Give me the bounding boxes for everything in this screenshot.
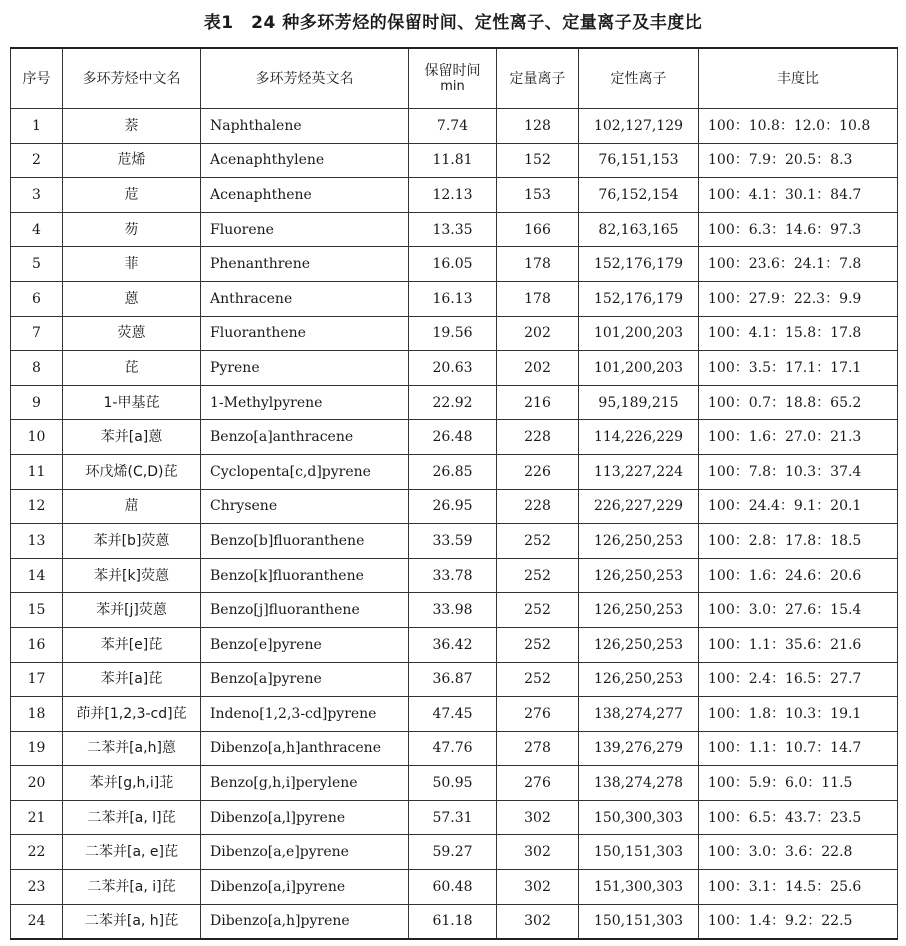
cell-qual-ions: 126,250,253 xyxy=(579,524,699,559)
cell-qual-ions: 138,274,278 xyxy=(579,766,699,801)
cell-quant-ion: 252 xyxy=(497,524,579,559)
cell-index: 23 xyxy=(11,870,63,905)
cell-name-en: Dibenzo[a,h]pyrene xyxy=(201,904,409,939)
cell-index: 7 xyxy=(11,316,63,351)
cell-name-cn: 荧蒽 xyxy=(63,316,201,351)
cell-abundance-ratio: 100：3.1：14.5：25.6 xyxy=(699,870,898,905)
cell-quant-ion: 302 xyxy=(497,835,579,870)
table-row xyxy=(11,385,898,420)
cell-qual-ions: 226,227,229 xyxy=(579,489,699,524)
cell-qual-ions: 126,250,253 xyxy=(579,593,699,628)
cell-retention-time: 47.76 xyxy=(409,731,497,766)
cell-name-cn: 苯并[a]芘 xyxy=(63,662,201,697)
cell-name-cn: 二苯并[a,h]蒽 xyxy=(63,731,201,766)
cell-qual-ions: 114,226,229 xyxy=(579,420,699,455)
cell-name-cn: 苊烯 xyxy=(63,143,201,178)
cell-quant-ion: 276 xyxy=(497,766,579,801)
table-row xyxy=(11,904,898,939)
cell-quant-ion: 302 xyxy=(497,904,579,939)
cell-name-en: Dibenzo[a,h]anthracene xyxy=(201,731,409,766)
cell-qual-ions: 76,152,154 xyxy=(579,178,699,213)
cell-qual-ions: 139,276,279 xyxy=(579,731,699,766)
cell-abundance-ratio: 100：1.6：24.6：20.6 xyxy=(699,558,898,593)
cell-abundance-ratio: 100：7.9：20.5：8.3 xyxy=(699,143,898,178)
cell-name-en: Benzo[a]anthracene xyxy=(201,420,409,455)
cell-qual-ions: 126,250,253 xyxy=(579,627,699,662)
cell-retention-time: 11.81 xyxy=(409,143,497,178)
cell-quant-ion: 228 xyxy=(497,489,579,524)
cell-name-en: Benzo[a]pyrene xyxy=(201,662,409,697)
cell-abundance-ratio: 100：2.8：17.8：18.5 xyxy=(699,524,898,559)
table-row xyxy=(11,593,898,628)
cell-name-cn: 二苯并[a, l]芘 xyxy=(63,800,201,835)
cell-index: 24 xyxy=(11,904,63,939)
cell-retention-time: 26.48 xyxy=(409,420,497,455)
cell-index: 13 xyxy=(11,524,63,559)
table-row xyxy=(11,800,898,835)
table-row xyxy=(11,627,898,662)
cell-quant-ion: 278 xyxy=(497,731,579,766)
header-quant-ion: 定量离子 xyxy=(497,48,579,109)
table-row xyxy=(11,212,898,247)
cell-abundance-ratio: 100：27.9：22.3：9.9 xyxy=(699,281,898,316)
cell-name-cn: 蒽 xyxy=(63,281,201,316)
cell-retention-time: 26.85 xyxy=(409,454,497,489)
cell-quant-ion: 228 xyxy=(497,420,579,455)
cell-abundance-ratio: 100：24.4：9.1：20.1 xyxy=(699,489,898,524)
cell-qual-ions: 126,250,253 xyxy=(579,662,699,697)
cell-qual-ions: 152,176,179 xyxy=(579,247,699,282)
cell-qual-ions: 126,250,253 xyxy=(579,558,699,593)
table-row xyxy=(11,697,898,732)
cell-qual-ions: 150,300,303 xyxy=(579,800,699,835)
cell-abundance-ratio: 100：1.4：9.2：22.5 xyxy=(699,904,898,939)
header-name-en: 多环芳烃英文名 xyxy=(201,48,409,109)
header-row xyxy=(11,48,898,109)
cell-qual-ions: 101,200,203 xyxy=(579,316,699,351)
cell-abundance-ratio: 100：1.8：10.3：19.1 xyxy=(699,697,898,732)
cell-index: 10 xyxy=(11,420,63,455)
cell-qual-ions: 150,151,303 xyxy=(579,904,699,939)
cell-retention-time: 50.95 xyxy=(409,766,497,801)
cell-name-en: Benzo[b]fluoranthene xyxy=(201,524,409,559)
cell-retention-time: 59.27 xyxy=(409,835,497,870)
cell-retention-time: 22.92 xyxy=(409,385,497,420)
cell-retention-time: 36.87 xyxy=(409,662,497,697)
cell-name-en: Fluoranthene xyxy=(201,316,409,351)
cell-abundance-ratio: 100：1.6：27.0：21.3 xyxy=(699,420,898,455)
table-row xyxy=(11,247,898,282)
table-row xyxy=(11,351,898,386)
cell-quant-ion: 252 xyxy=(497,558,579,593)
cell-abundance-ratio: 100：1.1：35.6：21.6 xyxy=(699,627,898,662)
cell-index: 18 xyxy=(11,697,63,732)
cell-name-en: Anthracene xyxy=(201,281,409,316)
cell-quant-ion: 252 xyxy=(497,627,579,662)
cell-index: 6 xyxy=(11,281,63,316)
table-row xyxy=(11,558,898,593)
cell-index: 22 xyxy=(11,835,63,870)
cell-qual-ions: 95,189,215 xyxy=(579,385,699,420)
cell-name-en: Benzo[e]pyrene xyxy=(201,627,409,662)
cell-index: 21 xyxy=(11,800,63,835)
cell-retention-time: 26.95 xyxy=(409,489,497,524)
cell-name-en: Chrysene xyxy=(201,489,409,524)
cell-index: 12 xyxy=(11,489,63,524)
cell-quant-ion: 276 xyxy=(497,697,579,732)
cell-index: 16 xyxy=(11,627,63,662)
cell-name-cn: 芴 xyxy=(63,212,201,247)
cell-quant-ion: 252 xyxy=(497,662,579,697)
cell-retention-time: 47.45 xyxy=(409,697,497,732)
cell-name-cn: 芘 xyxy=(63,351,201,386)
table-row xyxy=(11,109,898,144)
cell-quant-ion: 252 xyxy=(497,593,579,628)
cell-name-cn: 苯并[k]荧蒽 xyxy=(63,558,201,593)
cell-quant-ion: 166 xyxy=(497,212,579,247)
cell-index: 11 xyxy=(11,454,63,489)
cell-retention-time: 57.31 xyxy=(409,800,497,835)
cell-quant-ion: 226 xyxy=(497,454,579,489)
table-row xyxy=(11,420,898,455)
cell-abundance-ratio: 100：23.6：24.1：7.8 xyxy=(699,247,898,282)
cell-name-en: 1-Methylpyrene xyxy=(201,385,409,420)
cell-name-en: Dibenzo[a,l]pyrene xyxy=(201,800,409,835)
pah-table xyxy=(10,47,898,940)
cell-name-en: Cyclopenta[c,d]pyrene xyxy=(201,454,409,489)
cell-index: 20 xyxy=(11,766,63,801)
cell-quant-ion: 128 xyxy=(497,109,579,144)
table-title: 表1 24 种多环芳烃的保留时间、定性离子、定量离子及丰度比 xyxy=(203,13,703,33)
cell-name-en: Acenaphthylene xyxy=(201,143,409,178)
cell-abundance-ratio: 100：2.4：16.5：27.7 xyxy=(699,662,898,697)
cell-name-en: Benzo[g,h,i]perylene xyxy=(201,766,409,801)
cell-index: 4 xyxy=(11,212,63,247)
cell-abundance-ratio: 100：3.5：17.1：17.1 xyxy=(699,351,898,386)
cell-abundance-ratio: 100：3.0：3.6：22.8 xyxy=(699,835,898,870)
cell-name-en: Fluorene xyxy=(201,212,409,247)
cell-abundance-ratio: 100：3.0：27.6：15.4 xyxy=(699,593,898,628)
cell-name-cn: 苊 xyxy=(63,178,201,213)
table-row xyxy=(11,524,898,559)
cell-name-en: Naphthalene xyxy=(201,109,409,144)
cell-qual-ions: 102,127,129 xyxy=(579,109,699,144)
cell-quant-ion: 202 xyxy=(497,316,579,351)
cell-qual-ions: 82,163,165 xyxy=(579,212,699,247)
cell-name-cn: 环戊烯(C,D)芘 xyxy=(63,454,201,489)
cell-retention-time: 61.18 xyxy=(409,904,497,939)
cell-name-cn: 菲 xyxy=(63,247,201,282)
table-row xyxy=(11,143,898,178)
cell-index: 17 xyxy=(11,662,63,697)
cell-retention-time: 16.05 xyxy=(409,247,497,282)
cell-qual-ions: 151,300,303 xyxy=(579,870,699,905)
cell-name-en: Dibenzo[a,e]pyrene xyxy=(201,835,409,870)
cell-name-en: Indeno[1,2,3-cd]pyrene xyxy=(201,697,409,732)
cell-retention-time: 12.13 xyxy=(409,178,497,213)
cell-abundance-ratio: 100：7.8：10.3：37.4 xyxy=(699,454,898,489)
cell-retention-time: 7.74 xyxy=(409,109,497,144)
cell-index: 15 xyxy=(11,593,63,628)
cell-index: 3 xyxy=(11,178,63,213)
cell-retention-time: 16.13 xyxy=(409,281,497,316)
header-retention-time xyxy=(409,48,497,109)
table-row xyxy=(11,489,898,524)
cell-qual-ions: 150,151,303 xyxy=(579,835,699,870)
header-qual-ions: 定性离子 xyxy=(579,48,699,109)
table-row xyxy=(11,454,898,489)
cell-retention-time: 13.35 xyxy=(409,212,497,247)
cell-quant-ion: 178 xyxy=(497,281,579,316)
cell-retention-time: 33.78 xyxy=(409,558,497,593)
cell-index: 2 xyxy=(11,143,63,178)
cell-name-en: Acenaphthene xyxy=(201,178,409,213)
cell-quant-ion: 216 xyxy=(497,385,579,420)
cell-retention-time: 36.42 xyxy=(409,627,497,662)
cell-name-cn: 1-甲基芘 xyxy=(63,385,201,420)
table-row xyxy=(11,662,898,697)
cell-abundance-ratio: 100：4.1：30.1：84.7 xyxy=(699,178,898,213)
table-row xyxy=(11,731,898,766)
cell-abundance-ratio: 100：10.8：12.0：10.8 xyxy=(699,109,898,144)
cell-name-cn: 苯并[e]芘 xyxy=(63,627,201,662)
cell-qual-ions: 101,200,203 xyxy=(579,351,699,386)
cell-quant-ion: 153 xyxy=(497,178,579,213)
cell-name-cn: 二苯并[a, i]芘 xyxy=(63,870,201,905)
cell-name-cn: 䓛 xyxy=(63,489,201,524)
table-row xyxy=(11,281,898,316)
cell-abundance-ratio: 100：6.5：43.7：23.5 xyxy=(699,800,898,835)
cell-index: 14 xyxy=(11,558,63,593)
cell-index: 1 xyxy=(11,109,63,144)
cell-quant-ion: 202 xyxy=(497,351,579,386)
cell-quant-ion: 152 xyxy=(497,143,579,178)
cell-abundance-ratio: 100：6.3：14.6：97.3 xyxy=(699,212,898,247)
table-row xyxy=(11,316,898,351)
cell-quant-ion: 302 xyxy=(497,800,579,835)
header-index: 序号 xyxy=(11,48,63,109)
cell-index: 8 xyxy=(11,351,63,386)
cell-name-cn: 苯并[j]荧蒽 xyxy=(63,593,201,628)
cell-qual-ions: 138,274,277 xyxy=(579,697,699,732)
table-row xyxy=(11,766,898,801)
cell-qual-ions: 76,151,153 xyxy=(579,143,699,178)
table-row xyxy=(11,178,898,213)
cell-retention-time: 33.59 xyxy=(409,524,497,559)
cell-retention-time: 20.63 xyxy=(409,351,497,386)
header-rt-unit: min xyxy=(440,78,465,94)
cell-name-cn: 二苯并[a, h]芘 xyxy=(63,904,201,939)
cell-name-en: Phenanthrene xyxy=(201,247,409,282)
cell-index: 5 xyxy=(11,247,63,282)
cell-qual-ions: 113,227,224 xyxy=(579,454,699,489)
header-name-cn: 多环芳烃中文名 xyxy=(63,48,201,109)
cell-name-cn: 苯并[b]荧蒽 xyxy=(63,524,201,559)
cell-index: 9 xyxy=(11,385,63,420)
cell-retention-time: 19.56 xyxy=(409,316,497,351)
cell-abundance-ratio: 100：0.7：18.8：65.2 xyxy=(699,385,898,420)
cell-quant-ion: 178 xyxy=(497,247,579,282)
cell-name-cn: 茚并[1,2,3-cd]芘 xyxy=(63,697,201,732)
header-rt-label: 保留时间 xyxy=(424,62,481,79)
cell-abundance-ratio: 100：5.9：6.0：11.5 xyxy=(699,766,898,801)
cell-name-en: Pyrene xyxy=(201,351,409,386)
cell-name-en: Benzo[k]fluoranthene xyxy=(201,558,409,593)
table-row xyxy=(11,870,898,905)
cell-abundance-ratio: 100：1.1：10.7：14.7 xyxy=(699,731,898,766)
cell-index: 19 xyxy=(11,731,63,766)
header-abundance: 丰度比 xyxy=(699,48,898,109)
cell-name-cn: 二苯并[a, e]芘 xyxy=(63,835,201,870)
cell-name-cn: 萘 xyxy=(63,109,201,144)
cell-abundance-ratio: 100：4.1：15.8：17.8 xyxy=(699,316,898,351)
cell-qual-ions: 152,176,179 xyxy=(579,281,699,316)
cell-name-en: Benzo[j]fluoranthene xyxy=(201,593,409,628)
cell-retention-time: 33.98 xyxy=(409,593,497,628)
cell-name-en: Dibenzo[a,i]pyrene xyxy=(201,870,409,905)
cell-retention-time: 60.48 xyxy=(409,870,497,905)
cell-name-cn: 苯并[a]蒽 xyxy=(63,420,201,455)
cell-name-cn: 苯并[g,h,i]苝 xyxy=(63,766,201,801)
cell-quant-ion: 302 xyxy=(497,870,579,905)
table-row xyxy=(11,835,898,870)
